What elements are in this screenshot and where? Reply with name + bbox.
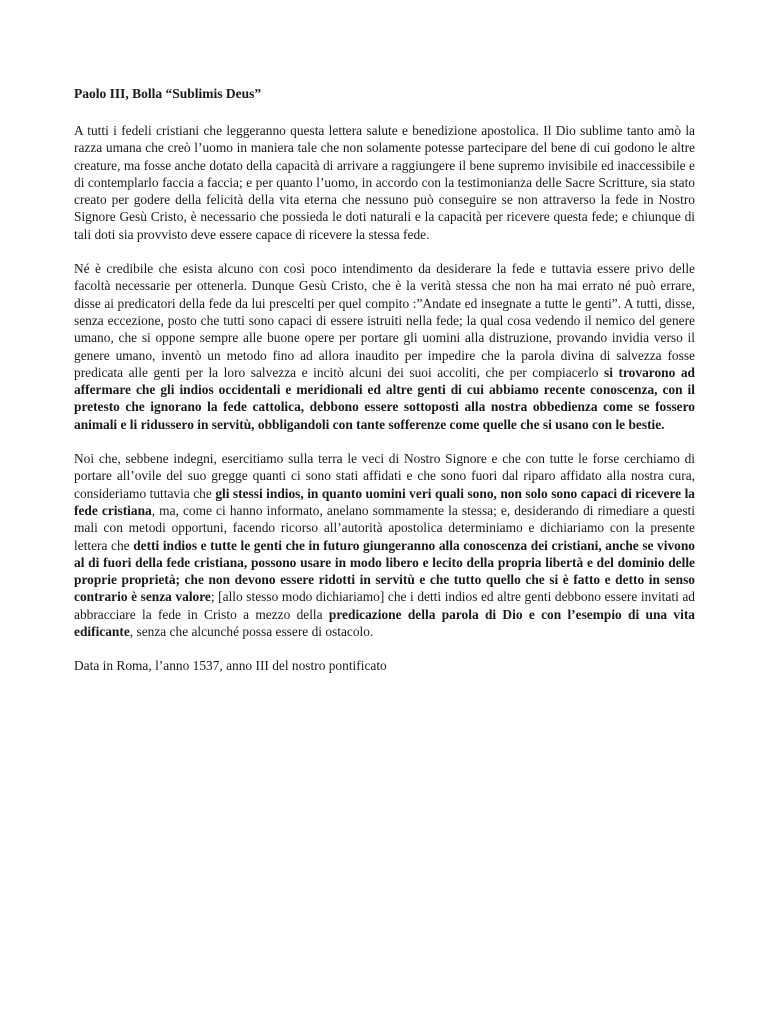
paragraph-3-text-a: Noi che, sebbene indegni, esercitiamo sulla terra le veci di Nostro Signore e che con tutte le forse cerchiamo di portare all’ovile del suo gregge quanti ci sono stati affidati e che sono fuori dal riparo affidato alla nostra cura, consideriamo tuttavia che — [74, 451, 695, 501]
paragraph-3-bold-b: detti indios e tutte le genti che in futuro giungeranno alla conoscenza dei cristiani, anche se vivono al di fuori della fede cristiana, possono usare in modo libero e lecito della propria libertà e del dominio delle proprie proprietà; che non devono essere ridotti in servitù e che tutto quello che si è fatto e detto in senso contrario è senza valore — [74, 537, 695, 605]
paragraph-3-text-c: ; [allo stesso modo dichiariamo] che i detti indios ed altre genti debbono essere invitati ad abbracciare la fede in Cristo a mezzo della — [74, 589, 695, 622]
paragraph-2-text: Né è credibile che esista alcuno con così poco intendimento da desiderare la fede e tuttavia essere privo delle facoltà necessarie per ottenerla. Dunque Gesù Cristo, che è la verità stessa che non ha mai errato né può errare, disse ai predicatori della fede da lui prescelti per quel compito :”Andate ed insegnate a tutte le genti”. A tutti, disse, senza eccezione, posto che tutti sono capaci di essere istruiti nella fede; la qual cosa vedendo il nemico del genere umano, che si oppone sempre alle buone opere per portare gli uomini alla distruzione, provando invidia verso il genere umano, inventò un metodo fino ad allora inaudito per impedire che la parola divina di salvezza fosse predicata alle genti per la loro salvezza e incitò alcuni dei suoi accoliti, che per compiacerlo — [74, 261, 695, 380]
closing-line: Data in Roma, l’anno 1537, anno III del nostro pontificato — [74, 658, 387, 674]
paragraph-1-text: A tutti i fedeli cristiani che leggeranno questa lettera salute e benedizione apostolica. Il Dio sublime tanto amò la razza umana che creò l’uomo in maniera tale che non solamente potesse partecipare del bene di cui godono le altre creature, ma fosse anche dotato della capacità di arrivare a raggiungere il bene supremo invisibile ed inaccessibile e di contemplarlo faccia a faccia; e per quanto l’uomo, in accordo con la testimonianza delle Sacre Scritture, sia stato creato per godere della felicità della vita eterna che nessuno può conseguire se non attraverso la fede in Nostro Signore Gesù Cristo, è necessario che possieda le doti naturali e la capacità per ricevere questa fede; e chiunque di tali doti sia provvisto deve essere capace di ricevere la stessa fede. — [74, 123, 695, 242]
document-title: Paolo III, Bolla “Sublimis Deus” — [74, 86, 262, 101]
paragraph-2 — [74, 260, 695, 433]
paragraph-2-bold-text: si trovarono ad affermare che gli indios occidentali e meridionali ed altre genti di cui abbiamo recente conoscenza, con il pretesto che ignorano la fede cattolica, debbono essere sottoposti alla nostra obbedienza come se fossero animali e li ridussero in servitù, obbligandoli con tante sofferenze come quelle che si usano con le bestie. — [74, 364, 695, 432]
paragraph-3-bold-a: gli stessi indios, in quanto uomini veri quali sono, non solo sono capaci di ricevere la fede cristiana — [74, 485, 695, 518]
paragraph-1 — [74, 122, 695, 243]
paragraph-3-bold-c: predicazione della parola di Dio e con l’esempio di una vita edificante — [74, 606, 695, 640]
paragraph-3-text-b: , ma, come ci hanno informato, anelano sommamente la stessa; e, desiderando di rimediare a questi mali con metodi opportuni, facendo ricorso all’autorità apostolica determiniamo e dichiariamo con la presente lettera che — [74, 502, 695, 553]
document-page — [74, 84, 695, 675]
paragraph-3 — [74, 450, 695, 640]
paragraph-3-text-d: , senza che alcunché possa essere di ostacolo. — [129, 624, 374, 640]
